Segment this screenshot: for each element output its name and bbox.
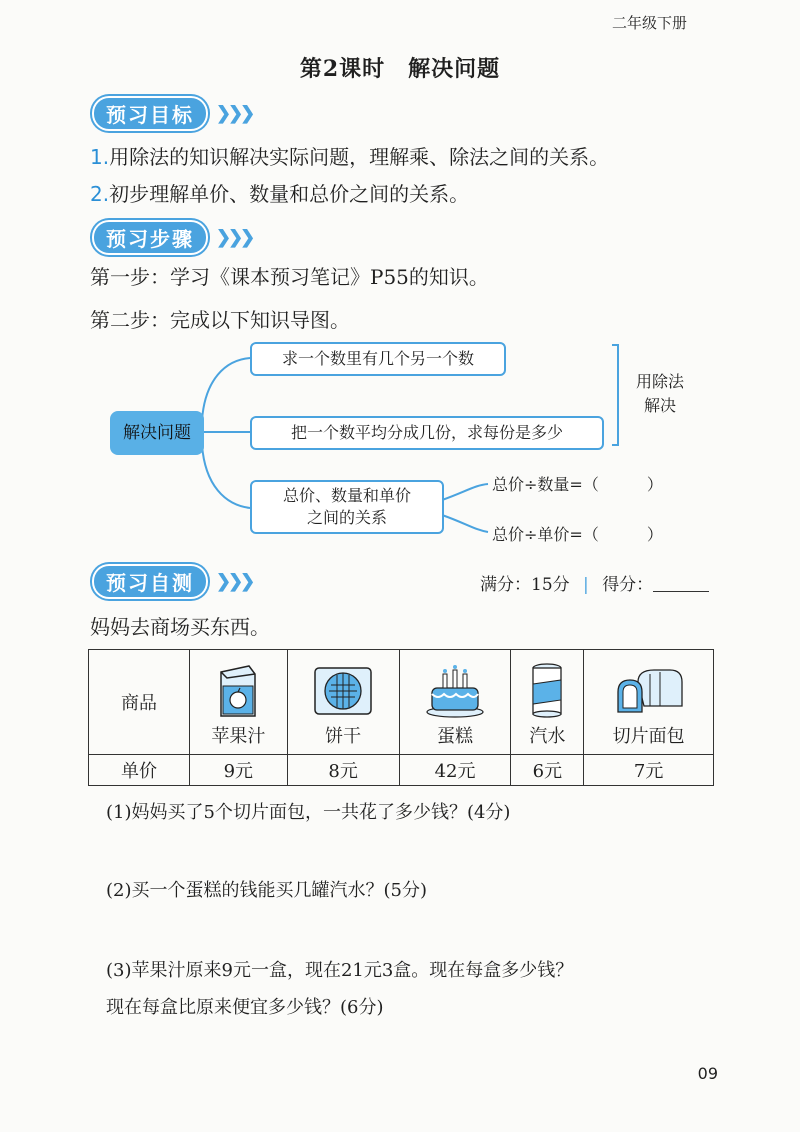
selftest-intro: 妈妈去商场买东西。	[90, 615, 270, 639]
mindmap-branch-1: 求一个数里有几个另一个数	[250, 342, 506, 376]
mindmap-branch-3	[250, 480, 444, 534]
goods-name: 切片面包	[612, 726, 685, 747]
step-1: 第一步：学习《课本预习笔记》P55的知识。	[90, 265, 489, 289]
side-note-line-2: 解决	[643, 396, 676, 415]
row-header-price: 单价	[89, 755, 190, 786]
score-divider: |	[583, 575, 589, 595]
goal-text: 初步理解单价、数量和总价之间的关系。	[109, 182, 470, 206]
goods-name: 饼干	[325, 726, 362, 747]
grade-label: 二年级下册	[612, 14, 688, 32]
row-header-goods: 商品	[89, 650, 190, 755]
question-1: (1)妈妈买了5个切片面包，一共花了多少钱？(4分)	[106, 802, 511, 823]
price-row	[89, 755, 714, 786]
goods-cell-cake	[399, 650, 511, 755]
chevrons-icon: ❯❯❯	[216, 226, 253, 248]
formula-total-quantity: 总价÷数量=（ ）	[492, 475, 663, 494]
sliced-bread-icon	[614, 662, 684, 718]
goods-cell-soda	[511, 650, 584, 755]
selftest-section-header	[92, 564, 252, 598]
goods-cell-apple-juice	[190, 650, 288, 755]
goods-row	[89, 650, 714, 755]
formula-total-unitprice: 总价÷单价=（ ）	[492, 525, 663, 544]
apple-juice-icon	[215, 662, 261, 718]
goods-price: 9元	[190, 755, 288, 786]
goods-cell-bread	[584, 650, 714, 755]
goods-price: 8元	[287, 755, 399, 786]
goods-name: 蛋糕	[437, 726, 474, 747]
question-3-line-2: 现在每盒比原来便宜多少钱？(6分)	[106, 997, 384, 1018]
question-2: (2)买一个蛋糕的钱能买几罐汽水？(5分)	[106, 880, 427, 901]
mindmap-root: 解决问题	[110, 411, 204, 455]
page-number: 09	[697, 1064, 718, 1083]
chevrons-icon: ❯❯❯	[216, 570, 253, 592]
chevrons-icon: ❯❯❯	[216, 102, 253, 124]
branch-3-line-2: 之间的关系	[306, 508, 387, 527]
question-3-line-1: (3)苹果汁原来9元一盒，现在21元3盒。现在每盒多少钱？	[106, 960, 574, 981]
goal-text: 用除法的知识解决实际问题，理解乘、除法之间的关系。	[109, 145, 610, 169]
goods-price: 42元	[399, 755, 511, 786]
side-note-line-1: 用除法	[635, 372, 684, 391]
got-score-label: 得分：	[602, 575, 654, 595]
goods-price: 6元	[511, 755, 584, 786]
mindmap-branch-2: 把一个数平均分成几份，求每份是多少	[250, 416, 604, 450]
goal-number: 1.	[90, 145, 110, 169]
goals-heading: 预习目标	[92, 96, 208, 131]
score-blank[interactable]	[653, 591, 709, 592]
mindmap-side-note	[628, 370, 692, 418]
score-line	[480, 570, 709, 595]
soda-can-icon	[527, 662, 567, 718]
goods-cell-biscuit	[287, 650, 399, 755]
goods-name: 汽水	[529, 726, 566, 747]
steps-heading: 预习步骤	[92, 220, 208, 255]
branch-3-line-1: 总价、数量和单价	[282, 486, 411, 505]
cake-icon	[424, 662, 486, 718]
goods-price: 7元	[584, 755, 714, 786]
goal-number: 2.	[90, 182, 110, 206]
step-2: 第二步：完成以下知识导图。	[90, 308, 350, 332]
goods-table	[88, 649, 714, 786]
page-title: 第2课时 解决问题	[299, 56, 501, 82]
goods-name: 苹果汁	[211, 726, 266, 747]
biscuit-icon	[312, 662, 374, 718]
selftest-heading: 预习自测	[92, 564, 208, 599]
full-score: 满分：15分	[480, 575, 570, 595]
